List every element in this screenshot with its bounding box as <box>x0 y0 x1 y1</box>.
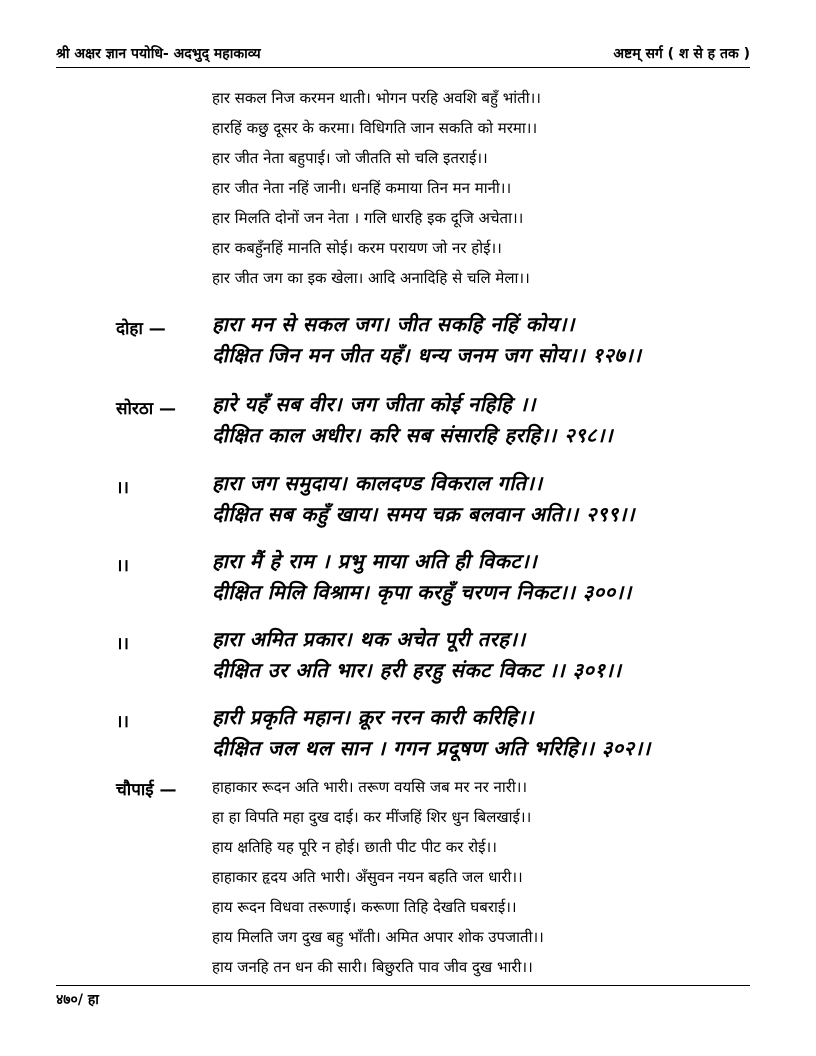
verse-line: हाहाकार हृदय अति भारी। अँसुवन नयन बहति जल धारी।। <box>212 868 523 886</box>
header-rule <box>56 67 750 68</box>
stanza-line: हारी प्रकृति महान। क्रूर नरन कारी करिहि।। <box>212 705 534 729</box>
chaupai-bottom-block <box>212 772 544 982</box>
verse-line: हार जीत नेता बहुपाई। जो जीतति सो चलि इतराई।। <box>212 149 488 167</box>
verse-line: हार सकल निज करमन थाती। भोगन परहि अवशि बहुँ भांती।। <box>212 89 541 107</box>
footer-rule <box>56 985 750 986</box>
page-number: ४७०/ हा <box>56 992 99 1008</box>
verse-line: हाय मिलति जग दुख बहु भाँती। अमित अपार शोक उपजाती।। <box>212 928 544 946</box>
stanza-line: हारा जग समुदाय। कालदण्ड विकराल गति।। <box>212 471 543 495</box>
stanza-line: दीक्षित काल अधीर। करि सब संसारहि हरहि।। २९८।। <box>212 423 614 447</box>
chapter-title: अष्टम् सर्ग ( श से ह तक ) <box>613 46 750 62</box>
verse-line: हाय जनहि तन धन की सारी। बिछुरति पाव जीव दुख भारी।। <box>212 958 533 976</box>
verse-line: हाय क्षतिहि यह पूरि न होई। छाती पीट पीट कर रोई।। <box>212 838 497 856</box>
stanza-label: सोरठा — <box>116 399 177 419</box>
stanza <box>212 624 622 686</box>
stanza-label: ।। <box>116 478 129 498</box>
stanza-label: ।। <box>116 556 129 576</box>
stanza-label: दोहा — <box>116 319 166 339</box>
stanza-line: हारा अमित प्रकार। थक अचेत पूरी तरह।। <box>212 627 526 651</box>
verse-line: हार जीत नेता नहिं जानी। धनहिं कमाया तिन मन मानी।। <box>212 179 512 197</box>
stanza-label: ।। <box>116 634 129 654</box>
verse-line: हार जीत जग का इक खेला। आदि अनादिहि से चलि मेला।। <box>212 269 530 287</box>
verse-line: हाय रूदन विधवा तरूणाई। करूणा तिहि देखति घबराई।। <box>212 898 517 916</box>
stanza-line: दीक्षित जल थल सान । गगन प्रदूषण अति भरिहि।। ३०२।। <box>212 736 651 760</box>
stanza-line: दीक्षित सब कहुँ खाय। समय चक्र बलवान अति।। २९९।। <box>212 502 635 526</box>
verse-line: हाहाकार रूदन अति भारी। तरूण वयसि जब मर नर नारी।। <box>212 778 528 796</box>
page-header <box>56 44 750 66</box>
stanza-line: दीक्षित जिन मन जीत यहँ। धन्य जनम जग सोय।। १२७।। <box>212 343 642 367</box>
stanza <box>212 309 641 371</box>
chaupai-top-block <box>212 83 541 293</box>
book-title: श्री अक्षर ज्ञान पयोधि- अदभुद् महाकाव्य <box>56 46 261 62</box>
stanza-line: हारे यहँ सब वीर। जग जीता कोई नहिहि ।। <box>212 392 536 416</box>
verse-line: हार कबहुँनहिं मानति सोई। करम परायण जो नर होई।। <box>212 239 502 257</box>
stanza-line: दीक्षित उर अति भार। हरी हरहु संकट विकट ।। ३०१।। <box>212 658 622 682</box>
stanza <box>212 546 632 608</box>
verse-line: हार मिलति दोनों जन नेता । गलि धारहि इक दूजि अचेता।। <box>212 209 524 227</box>
stanza <box>212 702 651 764</box>
chaupai-label: चौपाई — <box>116 780 177 800</box>
stanza <box>212 389 613 451</box>
stanza-line: दीक्षित मिलि विश्राम। कृपा करहुँ चरणन निकट।। ३००।। <box>212 580 632 604</box>
verse-line: हा हा विपति महा दुख दाई। कर मींजहिं शिर धुन बिलखाई।। <box>212 808 532 826</box>
stanza-line: हारा मन से सकल जग। जीत सकहि नहिं कोय।। <box>212 312 575 336</box>
stanza <box>212 468 635 530</box>
verse-line: हारहिं कछु दूसर के करमा। विधिगति जान सकति को मरमा।। <box>212 119 538 137</box>
stanza-line: हारा मैं हे राम । प्रभु माया अति ही विकट।। <box>212 549 538 573</box>
stanza-label: ।। <box>116 712 129 732</box>
